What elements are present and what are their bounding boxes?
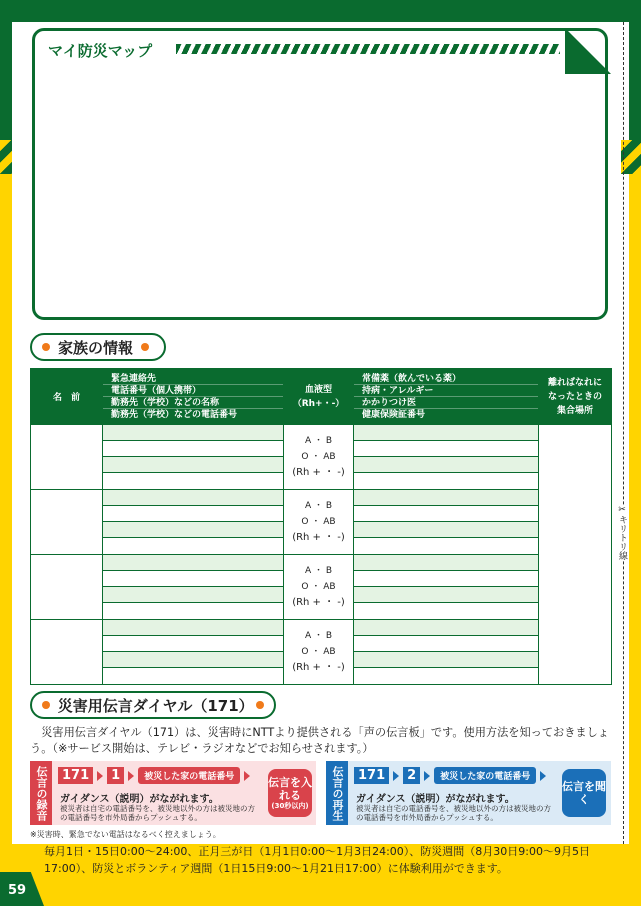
- arrow-right-icon: [393, 771, 399, 781]
- arrow-right-icon: [97, 771, 103, 781]
- medical-cell[interactable]: [354, 555, 539, 620]
- header-medical: [354, 369, 539, 425]
- record-panel-body: [52, 761, 316, 825]
- dial-key: 2: [403, 767, 420, 784]
- header-contact: [103, 369, 284, 425]
- bullet-dot-icon: [256, 701, 264, 709]
- table-header-row: [31, 369, 612, 425]
- header-contact-line: 勤務先（学校）などの電話番号: [111, 409, 238, 420]
- record-action-label: 伝言を入れる: [268, 775, 312, 802]
- header-medical-line: 健康保険証番号: [362, 409, 426, 420]
- name-cell[interactable]: [31, 620, 103, 685]
- cut-line: [623, 22, 624, 844]
- map-title-stripe: [176, 44, 560, 54]
- arrow-right-icon: [128, 771, 134, 781]
- dial-section-title: 災害用伝言ダイヤル（171）: [57, 696, 254, 715]
- dial-section-header: [30, 691, 276, 719]
- header-blood: [284, 369, 354, 425]
- header-medical-line: 持病・アレルギー: [354, 385, 538, 397]
- blood-type-cell[interactable]: A ・ B O ・ AB (Rh + ・ -): [284, 425, 354, 490]
- header-contact-line: 電話番号（個人携帯）: [103, 385, 283, 397]
- play-action-label: 伝言を聞く: [562, 780, 606, 806]
- family-member-row: [31, 620, 612, 685]
- play-guide: ガイダンス（説明）がながれます。: [356, 794, 515, 805]
- name-cell[interactable]: [31, 425, 103, 490]
- blood-type-cell[interactable]: A ・ B O ・ AB (Rh + ・ -): [284, 490, 354, 555]
- meeting-place-cell[interactable]: [539, 425, 612, 685]
- play-message-panel: [326, 761, 611, 825]
- family-section-header: [30, 333, 166, 361]
- header-meeting-place: 離ればなれに なったときの 集合場所: [539, 369, 612, 425]
- record-steps: [58, 767, 254, 784]
- blood-type-cell[interactable]: A ・ B O ・ AB (Rh + ・ -): [284, 620, 354, 685]
- record-guide: ガイダンス（説明）がながれます。: [60, 794, 219, 805]
- play-steps: [354, 767, 550, 784]
- blood-type-cell[interactable]: A ・ B O ・ AB (Rh + ・ -): [284, 555, 354, 620]
- trial-use-text: 毎月1日・15日0:00〜24:00、正月三が日（1月1日0:00〜1月3日24:00）、防災週間（8月30日9:00〜9月5日17:00）、防災とボランティア週間（1日15日9:00〜1月21日17:00）に体験利用ができます。: [44, 845, 590, 875]
- play-action-badge: [562, 769, 606, 817]
- play-side-label: 伝言の再生: [326, 761, 348, 825]
- dial-footnote: ※災害時、緊急でない電話はなるべく控えましょう。: [30, 830, 221, 839]
- cut-line-label: ✂キリトリ線: [613, 505, 627, 560]
- medical-cell[interactable]: [354, 490, 539, 555]
- dial-intro-text: 災害用伝言ダイヤル（171）は、災害時にNTTより提供される「声の伝言板」です。使用方法を知っておきましょう。（※サービス開始は、テレビ・ラジオなどでお知らせされます。）: [30, 726, 609, 755]
- yellow-border-right: [629, 174, 641, 906]
- dial-171: 171: [354, 767, 389, 784]
- map-title: マイ防災マップ: [48, 42, 153, 60]
- header-blood-sub: （Rh+・-）: [292, 398, 345, 409]
- family-info-table: [30, 368, 612, 685]
- contact-cell[interactable]: [103, 490, 284, 555]
- top-band: [0, 0, 641, 22]
- bullet-dot-icon: [42, 343, 50, 351]
- medical-cell[interactable]: [354, 620, 539, 685]
- disaster-map-box: [32, 28, 608, 320]
- arrow-right-icon: [540, 771, 546, 781]
- contact-cell[interactable]: [103, 620, 284, 685]
- dial-phone-number: 被災した家の電話番号: [434, 767, 536, 784]
- header-name: 名 前: [31, 369, 103, 425]
- header-blood-label: 血液型: [304, 384, 332, 395]
- contact-cell[interactable]: [103, 425, 284, 490]
- header-contact-line: 緊急連絡先: [103, 373, 283, 385]
- page-number: 59: [8, 883, 27, 898]
- record-message-panel: [30, 761, 316, 825]
- dial-key: 1: [107, 767, 124, 784]
- hazard-stripe-right: [621, 140, 641, 174]
- header-medical-line: 常備薬（飲んでいる薬）: [354, 373, 538, 385]
- name-cell[interactable]: [31, 490, 103, 555]
- family-section-title: 家族の情報: [58, 338, 134, 357]
- dial-phone-number: 被災した家の電話番号: [138, 767, 240, 784]
- record-side-label: 伝言の録音: [30, 761, 52, 825]
- family-member-row: [31, 490, 612, 555]
- arrow-right-icon: [244, 771, 250, 781]
- play-panel-body: [348, 761, 611, 825]
- family-member-row: [31, 555, 612, 620]
- play-note: 被災者は自宅の電話番号を、被災地以外の方は被災地の方の電話番号を市外局番からプッシュする。: [356, 804, 551, 822]
- record-action-sub: (30秒以内): [271, 801, 309, 810]
- bullet-dot-icon: [141, 343, 149, 351]
- dial-171: 171: [58, 767, 93, 784]
- record-action-badge: [268, 769, 312, 817]
- record-note: 被災者は自宅の電話番号を、被災地以外の方は被災地の方の電話番号を市外局番からプッシュする。: [60, 804, 255, 822]
- yellow-border-left: [0, 174, 12, 906]
- arrow-right-icon: [424, 771, 430, 781]
- header-contact-line: 勤務先（学校）などの名称: [103, 397, 283, 409]
- family-member-row: [31, 425, 612, 490]
- header-medical-line: かかりつけ医: [354, 397, 538, 409]
- bullet-dot-icon: [42, 701, 50, 709]
- contact-cell[interactable]: [103, 555, 284, 620]
- medical-cell[interactable]: [354, 425, 539, 490]
- name-cell[interactable]: [31, 555, 103, 620]
